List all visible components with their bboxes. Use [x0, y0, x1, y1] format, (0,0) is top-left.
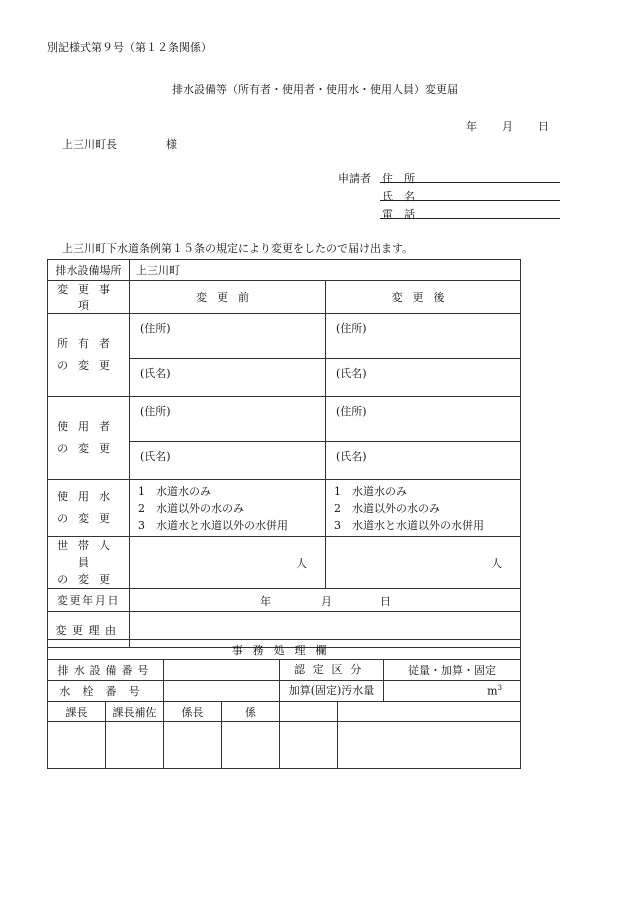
date-year: 年	[466, 120, 477, 133]
before-header: 変更前	[130, 281, 326, 314]
seal-box-6[interactable]	[338, 722, 521, 769]
sewage-unit: m	[487, 684, 498, 698]
household-label-line1: 世帯人員	[57, 539, 120, 569]
cert-value[interactable]: 従量・加算・固定	[408, 664, 497, 677]
change-reason-label: 変更理由	[48, 612, 130, 648]
drain-number-field[interactable]	[164, 660, 280, 681]
change-year: 年	[260, 595, 271, 608]
change-month: 月	[321, 595, 332, 608]
page-title: 排水設備等（所有者・使用者・使用水・使用人員）変更届	[172, 83, 458, 96]
seal-box-2[interactable]	[106, 722, 164, 769]
sewage-field[interactable]	[384, 684, 520, 698]
change-item-label: 変更事項	[48, 281, 130, 314]
approver-label-2: 課長補佐	[106, 702, 164, 722]
user-before-name[interactable]: (氏名)	[130, 442, 326, 480]
applicant-address-field[interactable]	[380, 182, 560, 183]
water-before-option-1: 1 水道水のみ	[138, 484, 211, 498]
water-label-line2: の変更	[57, 512, 120, 525]
user-label-line2: の変更	[57, 442, 120, 455]
date-month: 月	[502, 120, 513, 133]
change-date-field[interactable]	[130, 589, 521, 612]
seal-box-5[interactable]	[280, 722, 338, 769]
addressee: 上三川町長	[62, 138, 117, 151]
seal-box-3[interactable]	[164, 722, 222, 769]
owner-after-address[interactable]: (住所)	[326, 314, 521, 359]
drain-number-label: 排水設備番号	[48, 660, 164, 681]
after-header: 変更後	[326, 281, 521, 314]
water-after-option-3: 3 水道水と水道以外の水併用	[334, 518, 484, 532]
change-day: 日	[380, 595, 391, 608]
date-day: 日	[538, 120, 549, 133]
office-title: 事務処理欄	[48, 640, 521, 660]
user-change-label	[48, 397, 130, 480]
owner-after-name[interactable]: (氏名)	[326, 359, 521, 397]
water-before-options[interactable]	[130, 480, 326, 537]
water-change-label	[48, 480, 130, 537]
water-before-option-3: 3 水道水と水道以外の水併用	[138, 518, 288, 532]
approver-label-6	[338, 702, 521, 722]
applicant-phone-label: 電 話	[382, 208, 415, 221]
household-label-line2: の変更	[57, 573, 120, 586]
change-table	[47, 259, 521, 648]
sewage-cell	[280, 681, 521, 702]
user-after-address[interactable]: (住所)	[326, 397, 521, 442]
water-before-option-2: 2 水道以外の水のみ	[138, 501, 244, 515]
approver-label-1: 課長	[48, 702, 106, 722]
water-label-line1: 使用水	[57, 490, 120, 503]
change-date-label: 変更年月日	[48, 589, 130, 612]
approver-label-3: 係長	[164, 702, 222, 722]
cert-label: 認定区分	[280, 660, 384, 680]
user-before-address[interactable]: (住所)	[130, 397, 326, 442]
applicant-name-field[interactable]	[380, 200, 560, 201]
owner-change-label	[48, 314, 130, 397]
approver-label-4: 係	[222, 702, 280, 722]
sewage-label: 加算(固定)汚水量	[280, 681, 384, 701]
approver-label-5	[280, 702, 338, 722]
seal-box-4[interactable]	[222, 722, 280, 769]
seal-box-1[interactable]	[48, 722, 106, 769]
water-after-options[interactable]	[326, 480, 521, 537]
household-after[interactable]: 人	[326, 537, 521, 589]
applicant-label: 申請者	[338, 172, 371, 185]
water-after-option-2: 2 水道以外の水のみ	[334, 501, 440, 515]
statement: 上三川町下水道条例第１５条の規定により変更をしたので届け出ます。	[62, 242, 414, 255]
applicant-name-label: 氏 名	[382, 190, 415, 203]
owner-before-address[interactable]: (住所)	[130, 314, 326, 359]
cert-cell	[280, 660, 521, 681]
owner-label-line1: 所有者	[57, 337, 120, 350]
sewage-unit-sup: 3	[497, 684, 503, 693]
owner-label-line2: の変更	[57, 359, 120, 372]
location-label: 排水設備場所	[48, 260, 130, 281]
location-value[interactable]: 上三川町	[130, 260, 521, 281]
household-before[interactable]: 人	[130, 537, 326, 589]
honorific: 様	[166, 138, 177, 151]
hydrant-number-field[interactable]	[164, 681, 280, 702]
water-after-option-1: 1 水道水のみ	[334, 484, 407, 498]
household-change-label	[48, 537, 130, 589]
applicant-address-label: 住 所	[382, 172, 415, 185]
office-table	[47, 639, 521, 769]
applicant-phone-field[interactable]	[380, 218, 560, 219]
hydrant-number-label: 水栓番号	[48, 681, 164, 702]
form-number: 別記様式第９号（第１２条関係）	[47, 41, 212, 54]
owner-before-name[interactable]: (氏名)	[130, 359, 326, 397]
user-after-name[interactable]: (氏名)	[326, 442, 521, 480]
user-label-line1: 使用者	[57, 420, 120, 433]
